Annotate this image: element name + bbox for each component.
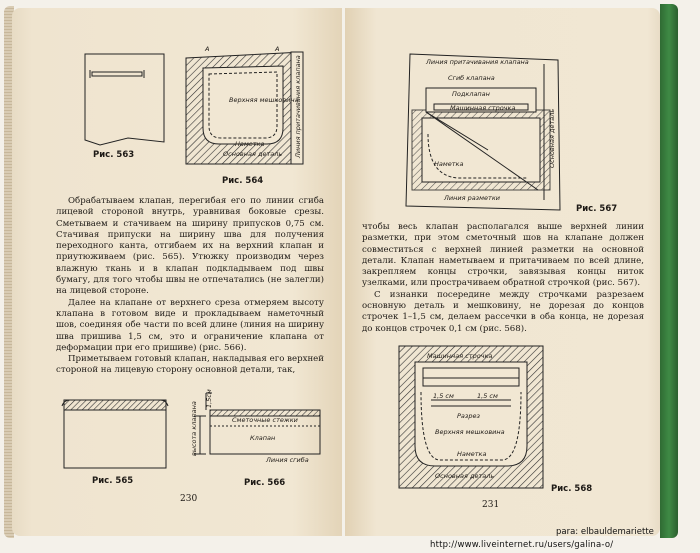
fig568-dim1-label: 1,5 см xyxy=(433,392,454,400)
fig566-dim-label: 1,5см xyxy=(205,389,213,408)
caption-fig565: Рис. 565 xyxy=(92,476,134,486)
fig567-mark-label: Линия разметки xyxy=(444,194,500,202)
fig564-baste-label: Наметка xyxy=(235,140,265,148)
fig567-fold-label: Сгиб клапана xyxy=(448,74,495,82)
fig567-baste-label: Наметка xyxy=(434,160,464,168)
fig568-dim2-label: 1,5 см xyxy=(477,392,498,400)
caption-fig568: Рис. 568 xyxy=(551,484,593,494)
left-paragraph-1: Обрабатываем клапан, перегибая его по линии сгиба лицевой стороной внутрь, уравнивая боковые срезы. Сметываем и стачиваем на ширину припусков 0,75 см. Стачивая припуски на ширину шва для получения переходного канта, отгибаем их на верхний клапан и приутюживаем (рис. 565). Утюжку производим через влажную ткань и в клапан подкладываем под швы бумагу, для того чтобы швы не отпечатались (не залегли) на лицевой стороне. xyxy=(56,196,324,297)
fig567-top-label: Линия притачивания клапана xyxy=(426,58,529,66)
fig568-cut-label: Разрез xyxy=(457,412,480,420)
fig566-height-label: высота клапана xyxy=(190,401,198,456)
figure-566 xyxy=(182,388,332,472)
right-paragraph-1: чтобы весь клапан располагался выше верхней линии разметки, при этом сметочный шов на клапане должен совместиться с верхней линией разметки на основной детали. Клапан наметываем и притачиваем по всей длине, закрепляем концы строчки, завязывая концы ниток узелками, или прострачиваем обратной строчкой (рис. 567). xyxy=(362,222,644,289)
left-page-text xyxy=(56,196,324,377)
caption-fig564: Рис. 564 xyxy=(222,176,264,186)
caption-fig566: Рис. 566 xyxy=(244,478,286,488)
fig568-baste-label: Наметка xyxy=(457,450,487,458)
fig567-lining-label: Подклапан xyxy=(452,90,490,98)
figure-565 xyxy=(60,392,172,472)
fig567-main-label: Основная деталь xyxy=(548,108,556,168)
right-page-text xyxy=(362,222,644,335)
caption-fig563: Рис. 563 xyxy=(93,150,135,160)
fig564-pocket-label: Верхняя мешковина xyxy=(229,96,299,104)
fig564-mark-a-right: А xyxy=(275,45,280,53)
fig568-pocket-label: Верхняя мешковина xyxy=(435,428,505,436)
figure-564 xyxy=(183,40,318,170)
right-page-number: 231 xyxy=(482,500,500,510)
fig566-baste-label: Сметочные стежки xyxy=(232,416,298,424)
right-paragraph-2: С изнанки посередине между строчками разрезаем основную деталь и мешковину, не дорезая до концов строчек 1–1,5 см, делаем рассечки в оба конца, не дорезая до концов строчек 0,1 см (рис. 568). xyxy=(362,289,644,334)
left-page-number: 230 xyxy=(180,494,198,504)
left-paragraph-3: Приметываем готовый клапан, накладывая его верхней стороной на лицевую сторону основной детали, так, xyxy=(56,354,324,376)
fig568-machine-label: Машинная строчка xyxy=(427,352,493,360)
left-paragraph-2: Далее на клапане от верхнего среза отмеряем высоту клапана в готовом виде и прокладываем наметочный шов, соединяя обе части по всей длине (линия на ширину шва пришива 1,5 см, это и ограничение клапана от деформации при его пришиве) (рис. 566). xyxy=(56,297,324,353)
fig567-machine-label: Машинная строчка xyxy=(450,104,516,112)
fig564-mark-a: А xyxy=(205,45,210,53)
figure-563 xyxy=(80,50,170,150)
source-url[interactable]: http://www.liveinternet.ru/users/galina-o/ xyxy=(430,540,614,550)
credit-text: para: elbauldemariette xyxy=(556,527,654,537)
figure-567 xyxy=(398,50,570,215)
fig566-fold-label: Линия сгиба xyxy=(266,456,309,464)
fig564-side-label: Линия притачивания клапана xyxy=(294,55,302,158)
fig566-flap-label: Клапан xyxy=(250,434,276,442)
fig564-main-label: Основная деталь xyxy=(223,150,283,158)
figure-568 xyxy=(395,342,547,492)
caption-fig567: Рис. 567 xyxy=(576,204,618,214)
fig568-main-label: Основная деталь xyxy=(435,472,495,480)
book-cover-edge xyxy=(660,4,678,538)
